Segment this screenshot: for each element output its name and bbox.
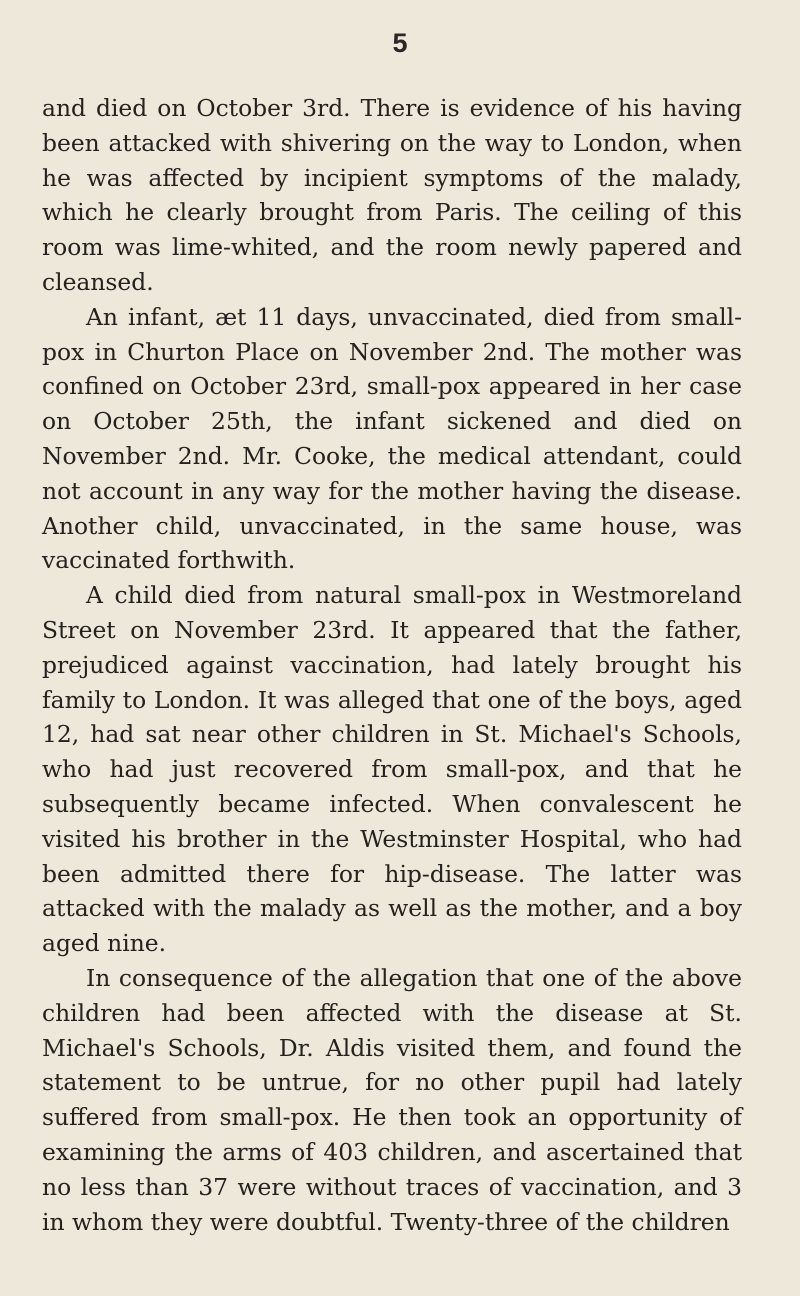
paragraph-1: and died on October 3rd. There is evidence of his having been attacked with shivering on the way to London, when he was affected by incipient symptoms of the malady, which he clearly brought from Paris. The ceiling of this room was lime-whited, and the room newly papered and cleansed. [42,94,742,296]
paragraph-3: A child died from natural small-pox in Westmoreland Street on November 23rd. It appeared that the father, prejudiced against vaccination, had lately brought his family to London. It was alleged that one of the boys, aged 12, had sat near other children in St. Michael's Schools, who had just recovered from small-pox, and that he subsequently became infected. When convalescent he visited his brother in the Westminster Hospital, who had been admitted there for hip-disease. The latter was attacked with the malady as well as the mother, and a boy aged nine. [42,581,742,958]
page-number: 5 [392,28,408,58]
body-text [42,91,742,1239]
paragraph-2: An infant, æt 11 days, unvaccinated, died from small-pox in Churton Place on November 2nd. The mother was confined on October 23rd, small-pox appeared in her case on October 25th, the infant sickened and died on November 2nd. Mr. Cooke, the medical attendant, could not account in any way for the mother having the disease. Another child, unvaccinated, in the same house, was vaccinated forthwith. [42,302,742,575]
paragraph-4: In consequence of the allegation that one of the above children had been affected with the disease at St. Michael's Schools, Dr. Aldis visited them, and found the statement to be untrue, for no other pupil had lately suffered from small-pox. He then took an opportunity of examining the arms of 403 children, and ascertained that no less than 37 were without traces of vaccination, and 3 in whom they were doubtful. Twenty-three of the children [42,963,742,1236]
